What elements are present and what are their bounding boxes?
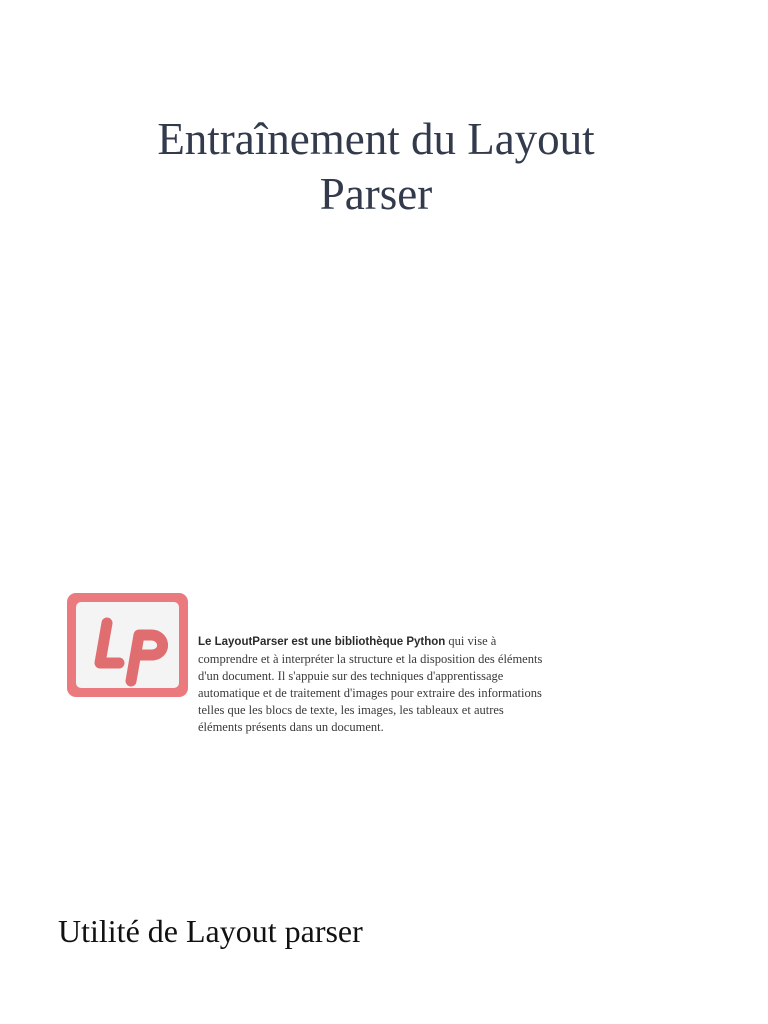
section-heading: Utilité de Layout parser [58, 913, 363, 949]
document-title [0, 112, 752, 222]
title-line-1: Entraînement du Layout [157, 114, 595, 164]
layoutparser-description [198, 633, 548, 736]
layoutparser-logo-icon [67, 593, 188, 697]
lp-letters-icon [67, 593, 188, 697]
description-rest: qui vise à comprendre et à interpréter la structure et la disposition des éléments d'un document. Il s'appuie sur des techniques d'apprentissage automatique et de traitement d'images pour extraire des informations telles que les blocs de texte, les images, les tableaux et autres éléments présents dans un document. [198, 634, 543, 734]
description-bold: Le LayoutParser est une bibliothèque Python [198, 636, 446, 648]
title-line-2: Parser [319, 169, 433, 219]
